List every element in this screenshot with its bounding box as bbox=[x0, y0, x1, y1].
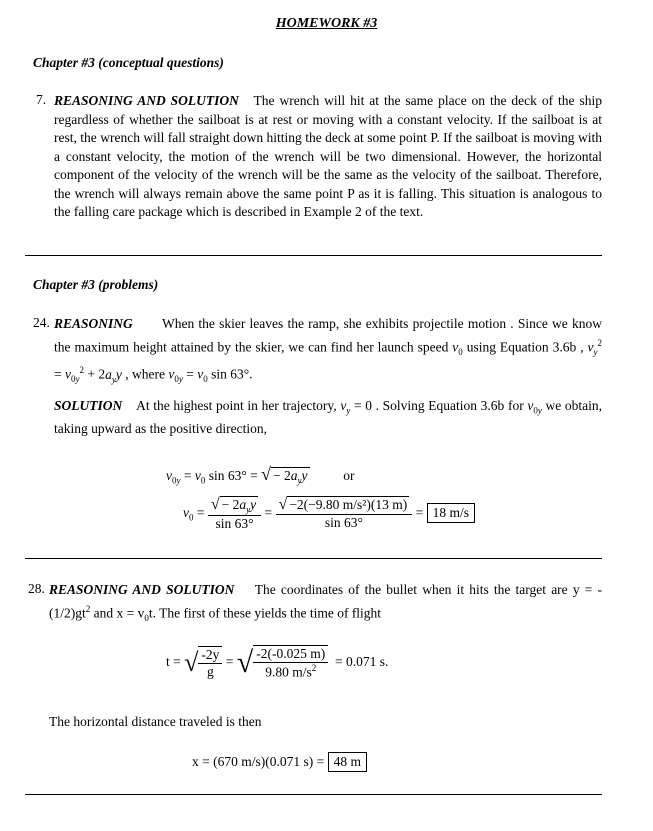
problem-number-24: 24. bbox=[33, 315, 50, 330]
page-title: HOMEWORK #3 bbox=[275, 16, 378, 31]
problem-28-text2: and x = v bbox=[93, 605, 145, 620]
problem-28-text3: t. The first of these yields the time of flight bbox=[148, 605, 382, 620]
time-numerator-1: -2y bbox=[198, 647, 222, 664]
answer-box-28: 48 m bbox=[328, 752, 367, 772]
equation-numerator: −2(−9.80 m/s²)(13 m) bbox=[289, 497, 408, 513]
time-result: = 0.071 s. bbox=[334, 653, 389, 669]
problem-28-text1: The coordinates of the bullet when it hits the target are y = - (1/2)gt bbox=[49, 582, 602, 620]
solution-text1: At the highest point in her trajectory, bbox=[136, 398, 337, 413]
time-denominator-2: 9.80 m/s bbox=[265, 664, 312, 680]
section-header-conceptual: Chapter #3 (conceptual questions) bbox=[33, 55, 224, 70]
equation-v0: $v_0$ = $\frac{√ - 2a_yy}{\sin 63^\circ}$ = $\frac{\text{√ −2(−9.80 m/s²)(13 m)}}{\sin 63^\circ}$ = 18 m/s bbox=[183, 496, 475, 532]
equation-or: or bbox=[343, 468, 355, 483]
divider-3 bbox=[25, 794, 602, 795]
time-numerator-2: -2(-0.025 m) bbox=[253, 646, 328, 663]
equation-denominator: sin 63° bbox=[324, 515, 363, 531]
problem-24-reasoning: REASONING When the skier leaves the ramp, she exhibits projectile motion . Since we know the maximum height attained by the skier, we can find her launch speed $v_0$ using Equation 3.6b , $v_y^2 = v_{0y}^2 + 2a_yy$ , where $v_{0y} = v_0$ sin 63°. bbox=[54, 316, 603, 385]
problem-24-text1: When the skier leaves the ramp, she exhibits projectile motion . Since we know the maximum height attained by the skier, we can find her launch speed bbox=[54, 316, 602, 354]
equation-distance bbox=[192, 752, 367, 772]
equation-v0y: $v_{0y} = v_0$ sin 63° = √ − $2a_yy$ or bbox=[166, 464, 355, 486]
problem-24-text3: , where bbox=[125, 366, 165, 382]
solution-text2: . Solving Equation 3.6b for bbox=[375, 398, 524, 413]
problem-7-body: The wrench will hit at the same place on the deck of the ship regardless of whether the sailboat is at rest or moving with a constant velocity. If the sailboat is at rest, the wrench will fall straight down hitting the deck at some point P. If the sailboat is moving with a constant velocity, the motion of the wrench will be two dimensional. However, the horizontal component of the velocity of the wrench will be the same as the velocity of the sailboat. Therefore, the wrench will always remain above the same point P as it is falling. This situation is analogous to the falling care package which is described in Example 2 of the text. bbox=[54, 93, 602, 219]
problem-7-label: REASONING AND SOLUTION bbox=[54, 93, 239, 108]
problem-7-text bbox=[54, 92, 602, 222]
time-denominator-1: g bbox=[207, 663, 214, 679]
problem-number-28: 28. bbox=[28, 581, 45, 596]
section-header-problems: Chapter #3 (problems) bbox=[33, 277, 159, 292]
problem-24-solution: SOLUTION At the highest point in her trajectory, $v_y = 0$ . Solving Equation 3.6b for $v_{0y}$ we obtain, taking upward as the positive direction, bbox=[54, 398, 603, 437]
problem-number-7: 7. bbox=[36, 92, 47, 107]
equation-time: t = √ $\frac{-2y}{g}$ = √ $\frac{-2(-0.025 m)}{9.80 m/s^2}$ = 0.071 s. bbox=[166, 645, 389, 680]
divider-1 bbox=[25, 255, 602, 256]
distance-equation-text: x = (670 m/s)(0.071 s) = bbox=[192, 754, 325, 769]
problem-28-text: REASONING AND SOLUTION The coordinates of the bullet when it hits the target are y = - $(1/2)gt^2$ and $x = v_0t$. The first of these yields the time of flight bbox=[49, 582, 602, 623]
problem-28-text4: The horizontal distance traveled is then bbox=[49, 714, 262, 729]
problem-24-label: REASONING bbox=[54, 316, 133, 331]
solution-text3: we obtain, taking upward as the positive direction, bbox=[54, 398, 603, 437]
divider-2 bbox=[25, 558, 602, 559]
problem-24-text2: using Equation 3.6b , bbox=[466, 339, 584, 354]
problem-28-label: REASONING AND SOLUTION bbox=[49, 582, 235, 597]
answer-box-24: 18 m/s bbox=[427, 503, 475, 523]
solution-label: SOLUTION bbox=[54, 398, 123, 413]
